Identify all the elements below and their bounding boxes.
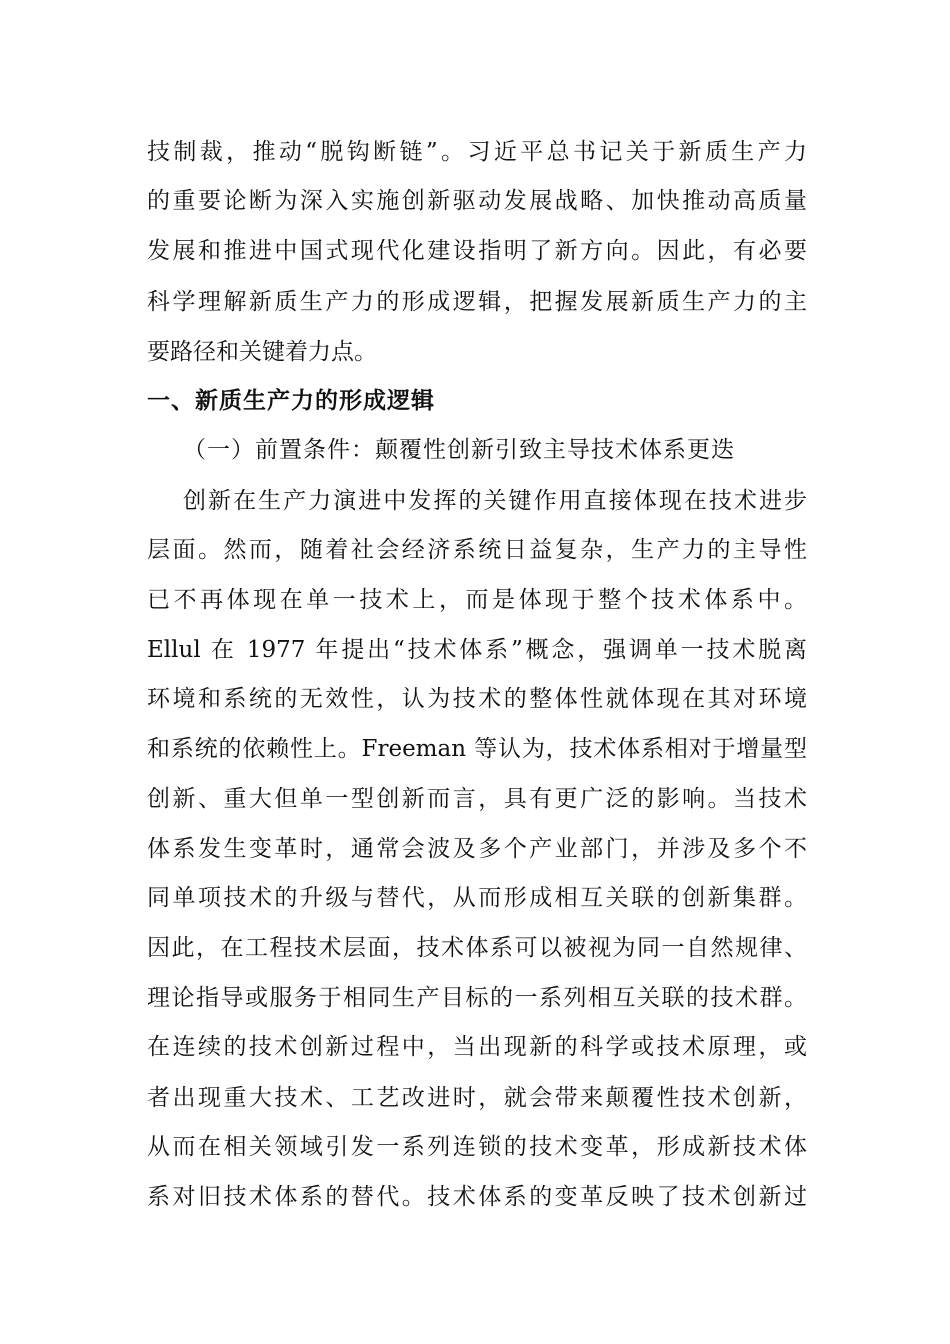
paragraph-line: 的重要论断为深入实施创新驱动发展战略、加快推动高质量 xyxy=(147,188,807,214)
paragraph-line: 层面。然而，随着社会经济系统日益复杂，生产力的主导性 xyxy=(147,537,807,563)
paragraph-line: 体系发生变革时，通常会波及多个产业部门，并涉及多个不 xyxy=(147,836,807,862)
paragraph-line: 创新在生产力演进中发挥的关键作用直接体现在技术进步 xyxy=(183,488,807,514)
paragraph-line: 科学理解新质生产力的形成逻辑，把握发展新质生产力的主 xyxy=(147,289,807,315)
paragraph-line: 要路径和关键着力点。 xyxy=(147,339,377,365)
paragraph-line: 发展和推进中国式现代化建设指明了新方向。因此，有必要 xyxy=(147,238,807,264)
paragraph-line: 者出现重大技术、工艺改进时，就会带来颠覆性技术创新， xyxy=(147,1085,807,1111)
paragraph-line: 技制裁，推动“脱钩断链”。习近平总书记关于新质生产力 xyxy=(147,139,807,165)
paragraph-line: 因此，在工程技术层面，技术体系可以被视为同一自然规律、 xyxy=(147,935,807,961)
paragraph-line: 已不再体现在单一技术上，而是体现于整个技术体系中。 xyxy=(147,587,807,613)
subsection-heading: （一）前置条件：颠覆性创新引致主导技术体系更迭 xyxy=(183,437,735,463)
paragraph-line: Ellul 在 1977 年提出“技术体系”概念，强调单一技术脱离 xyxy=(147,637,807,663)
paragraph-line: 理论指导或服务于相同生产目标的一系列相互关联的技术群。 xyxy=(147,985,807,1011)
paragraph-line: 环境和系统的无效性，认为技术的整体性就体现在其对环境 xyxy=(147,686,807,712)
section-heading: 一、新质生产力的形成逻辑 xyxy=(147,387,435,414)
paragraph-line: 创新、重大但单一型创新而言，具有更广泛的影响。当技术 xyxy=(147,786,807,812)
paragraph-line: 系对旧技术体系的替代。技术体系的变革反映了技术创新过 xyxy=(147,1184,807,1210)
paragraph-line: 同单项技术的升级与替代，从而形成相互关联的创新集群。 xyxy=(147,885,807,911)
paragraph-line: 在连续的技术创新过程中，当出现新的科学或技术原理，或 xyxy=(147,1034,807,1060)
paragraph-line: 和系统的依赖性上。Freeman 等认为，技术体系相对于增量型 xyxy=(147,736,807,762)
paragraph-line: 从而在相关领域引发一系列连锁的技术变革，形成新技术体 xyxy=(147,1134,807,1160)
